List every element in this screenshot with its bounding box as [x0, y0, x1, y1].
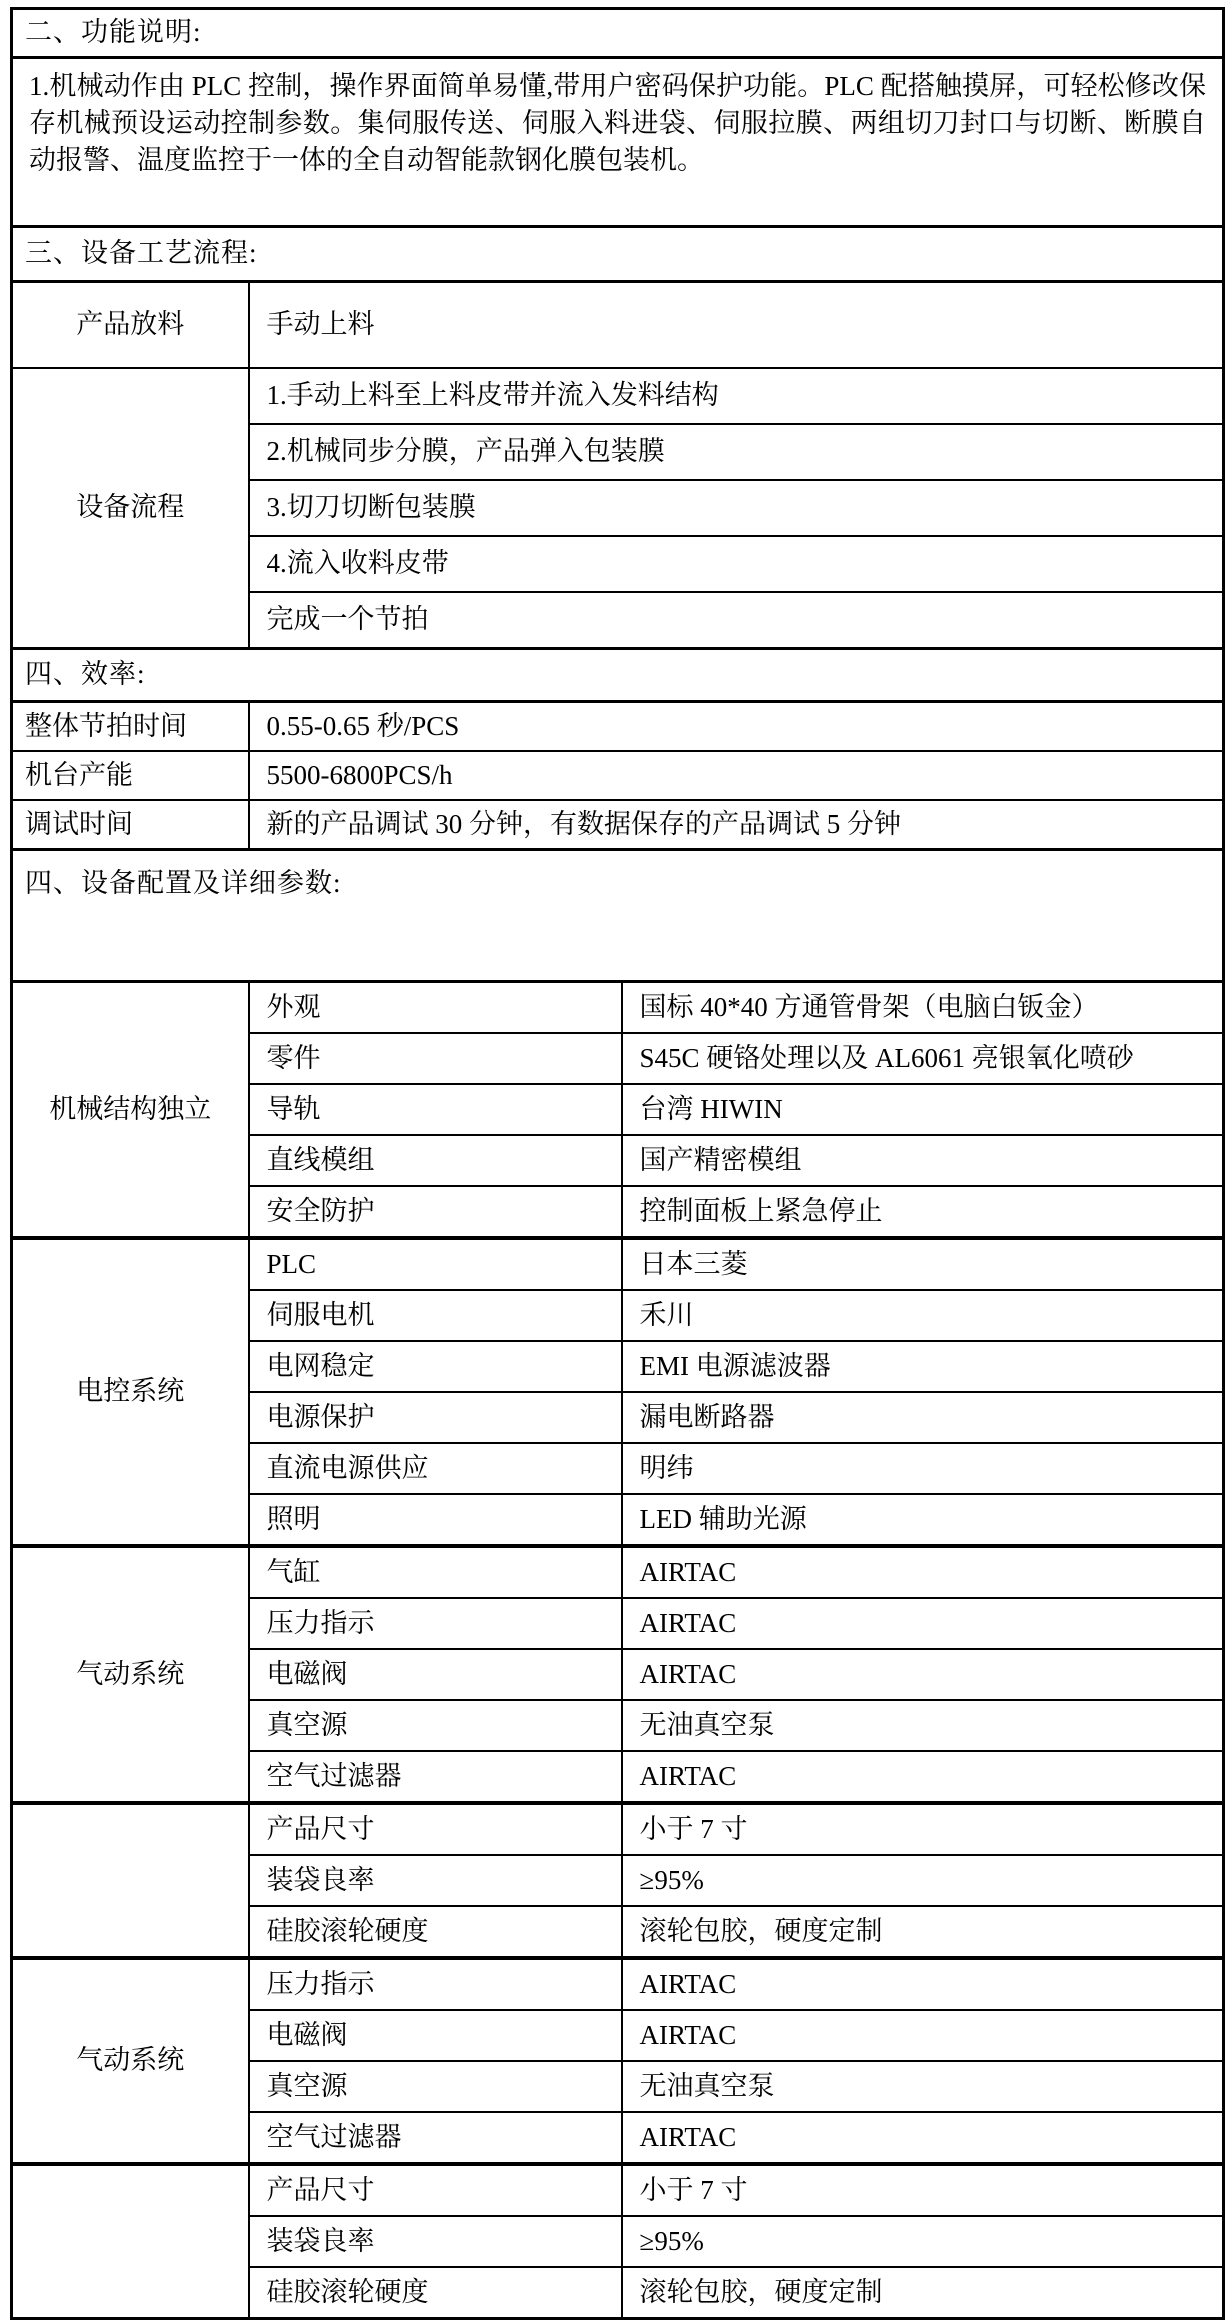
config-value-cell: AIRTAC — [622, 2010, 1224, 2061]
config-value-cell: S45C 硬铬处理以及 AL6061 亮银氧化喷砂 — [622, 1033, 1224, 1084]
config-value-cell: ≥95% — [622, 1855, 1224, 1906]
config-group-cell: 气动系统 — [12, 1958, 249, 2164]
config-param-cell: PLC — [249, 1238, 622, 1290]
config-value-cell: AIRTAC — [622, 2112, 1224, 2164]
config-param-cell: 伺服电机 — [249, 1290, 622, 1341]
config-param-cell: 真空源 — [249, 2061, 622, 2112]
config-value-cell: 无油真空泵 — [622, 2061, 1224, 2112]
config-param-cell: 直流电源供应 — [249, 1443, 622, 1494]
config-param-cell: 空气过滤器 — [249, 2112, 622, 2164]
config-value-cell: LED 辅助光源 — [622, 1494, 1224, 1546]
process-feed-label-cell: 产品放料 — [12, 282, 249, 369]
config-value-cell: 禾川 — [622, 1290, 1224, 1341]
config-value-cell: AIRTAC — [622, 1598, 1224, 1649]
config-param-cell: 直线模组 — [249, 1135, 622, 1186]
efficiency-value-cell: 新的产品调试 30 分钟，有数据保存的产品调试 5 分钟 — [249, 800, 1224, 850]
config-param-cell: 零件 — [249, 1033, 622, 1084]
section-title-process: 三、设备工艺流程: — [12, 227, 1224, 282]
config-param-cell: 电磁阀 — [249, 1649, 622, 1700]
config-param-cell: 装袋良率 — [249, 1855, 622, 1906]
config-param-cell: 电磁阀 — [249, 2010, 622, 2061]
efficiency-label-cell: 调试时间 — [12, 800, 249, 850]
config-param-cell: 导轨 — [249, 1084, 622, 1135]
config-group-cell: 气动系统 — [12, 1546, 249, 1803]
config-param-cell: 产品尺寸 — [249, 2164, 622, 2216]
efficiency-value-cell: 0.55-0.65 秒/PCS — [249, 702, 1224, 752]
config-param-cell: 硅胶滚轮硬度 — [249, 2267, 622, 2319]
config-value-cell: AIRTAC — [622, 1546, 1224, 1598]
config-param-cell: 气缸 — [249, 1546, 622, 1598]
config-value-cell: EMI 电源滤波器 — [622, 1341, 1224, 1392]
features-paragraph: 1.机械动作由 PLC 控制，操作界面简单易懂,带用户密码保护功能。PLC 配搭触摸屏，可轻松修改保存机械预设运动控制参数。集伺服传送、伺服入料进袋、伺服拉膜、两组切刀封口与切断、断膜自动报警、温度监控于一体的全自动智能款钢化膜包装机。 — [12, 58, 1224, 227]
process-feed-value-cell: 手动上料 — [249, 282, 1224, 369]
process-step-cell: 4.流入收料皮带 — [249, 536, 1224, 592]
config-group-cell — [12, 1803, 249, 1958]
config-value-cell: 明纬 — [622, 1443, 1224, 1494]
config-group-cell — [12, 2164, 249, 2319]
config-value-cell: 漏电断路器 — [622, 1392, 1224, 1443]
config-group-cell: 电控系统 — [12, 1238, 249, 1546]
config-value-cell: 国产精密模组 — [622, 1135, 1224, 1186]
section-title-config: 四、设备配置及详细参数: — [12, 850, 1224, 982]
config-param-cell: 空气过滤器 — [249, 1751, 622, 1803]
config-param-cell: 真空源 — [249, 1700, 622, 1751]
config-param-cell: 硅胶滚轮硬度 — [249, 1906, 622, 1958]
config-param-cell: 安全防护 — [249, 1186, 622, 1238]
config-value-cell: 滚轮包胶，硬度定制 — [622, 1906, 1224, 1958]
config-value-cell: 滚轮包胶，硬度定制 — [622, 2267, 1224, 2319]
spec-document — [10, 7, 1222, 2320]
section-title-features: 二、功能说明: — [12, 9, 1224, 58]
process-flow-group-cell: 设备流程 — [12, 368, 249, 649]
config-value-cell: 小于 7 寸 — [622, 2164, 1224, 2216]
process-step-cell: 1.手动上料至上料皮带并流入发料结构 — [249, 368, 1224, 424]
config-value-cell: ≥95% — [622, 2216, 1224, 2267]
config-value-cell: 无油真空泵 — [622, 1700, 1224, 1751]
config-value-cell: AIRTAC — [622, 1649, 1224, 1700]
efficiency-value-cell: 5500-6800PCS/h — [249, 751, 1224, 800]
config-value-cell: 国标 40*40 方通管骨架（电脑白钣金） — [622, 982, 1224, 1034]
process-step-cell: 2.机械同步分膜，产品弹入包装膜 — [249, 424, 1224, 480]
config-param-cell: 照明 — [249, 1494, 622, 1546]
config-param-cell: 外观 — [249, 982, 622, 1034]
config-value-cell: AIRTAC — [622, 1958, 1224, 2010]
config-value-cell: 日本三菱 — [622, 1238, 1224, 1290]
config-param-cell: 电源保护 — [249, 1392, 622, 1443]
config-value-cell: AIRTAC — [622, 1751, 1224, 1803]
config-param-cell: 电网稳定 — [249, 1341, 622, 1392]
config-param-cell: 产品尺寸 — [249, 1803, 622, 1855]
section-title-efficiency: 四、效率: — [12, 649, 1224, 702]
config-param-cell: 压力指示 — [249, 1598, 622, 1649]
efficiency-label-cell: 机台产能 — [12, 751, 249, 800]
config-value-cell: 台湾 HIWIN — [622, 1084, 1224, 1135]
config-param-cell: 压力指示 — [249, 1958, 622, 2010]
process-step-cell: 完成一个节拍 — [249, 592, 1224, 649]
config-group-cell: 机械结构独立 — [12, 982, 249, 1239]
config-param-cell: 装袋良率 — [249, 2216, 622, 2267]
spec-table — [10, 7, 1225, 2320]
efficiency-label-cell: 整体节拍时间 — [12, 702, 249, 752]
config-value-cell: 控制面板上紧急停止 — [622, 1186, 1224, 1238]
config-value-cell: 小于 7 寸 — [622, 1803, 1224, 1855]
process-step-cell: 3.切刀切断包装膜 — [249, 480, 1224, 536]
